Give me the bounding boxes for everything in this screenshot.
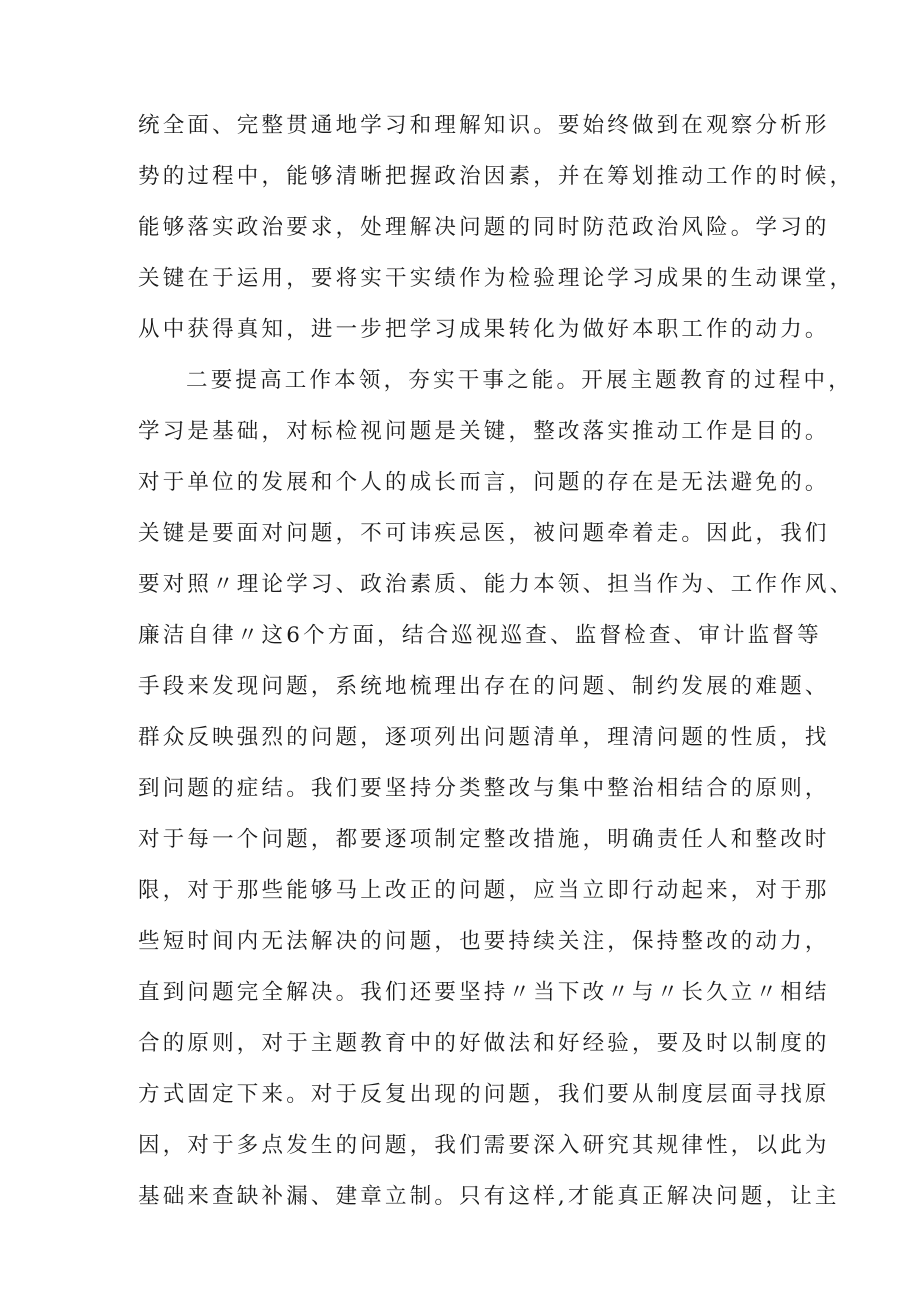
text-line: 到问题的症结。我们要坚持分类整改与集中整治相结合的原则，	[138, 776, 830, 801]
text-line: 能够落实政治要求，处理解决问题的同时防范政治风险。学习的	[138, 215, 830, 240]
text-line: 关键在于运用，要将实干实绩作为检验理论学习成果的生动课堂，	[138, 266, 855, 291]
paragraph-first-line: 二要提高工作本领，夯实干事之能。开展主题教育的过程中，	[186, 368, 853, 393]
text-line: 关键是要面对问题，不可讳疾忌医，被问题牵着走。因此，我们	[138, 521, 830, 546]
text-line: 因，对于多点发生的问题，我们需要深入研究其规律性，以此为	[138, 1133, 830, 1158]
text-line: 直到问题完全解决。我们还要坚持〃当下改〃与〃长久立〃相结	[138, 980, 830, 1005]
text-line: 势的过程中，能够清晰把握政治因素，并在筹划推动工作的时候，	[138, 164, 855, 189]
text-line: 对于每一个问题，都要逐项制定整改措施，明确责任人和整改时	[138, 827, 830, 852]
text-line: 手段来发现问题，系统地梳理出存在的问题、制约发展的难题、	[138, 674, 830, 699]
text-line: 学习是基础，对标检视问题是关键，整改落实推动工作是目的。	[138, 419, 830, 444]
text-line: 从中获得真知，进一步把学习成果转化为做好本职工作的动力。	[138, 317, 830, 342]
text-line: 对于单位的发展和个人的成长而言，问题的存在是无法避免的。	[138, 470, 830, 495]
text-line: 些短时间内无法解决的问题，也要持续关注，保持整改的动力，	[138, 929, 830, 954]
text-line: 基础来查缺补漏、建章立制。只有这样,才能真正解决问题，让主	[138, 1184, 840, 1209]
text-line: 限，对于那些能够马上改正的问题，应当立即行动起来，对于那	[138, 878, 830, 903]
text-line: 方式固定下来。对于反复出现的问题，我们要从制度层面寻找原	[138, 1082, 830, 1107]
text-line: 廉洁自律〃这6个方面，结合巡视巡查、监督检查、审计监督等	[138, 623, 822, 648]
text-line: 要对照〃理论学习、政治素质、能力本领、担当作为、工作作风、	[138, 572, 855, 597]
text-line: 统全面、完整贯通地学习和理解知识。要始终做到在观察分析形	[138, 113, 830, 138]
text-line: 群众反映强烈的问题，逐项列出问题清单，理清问题的性质，找	[138, 725, 830, 750]
text-line: 合的原则，对于主题教育中的好做法和好经验，要及时以制度的	[138, 1031, 830, 1056]
